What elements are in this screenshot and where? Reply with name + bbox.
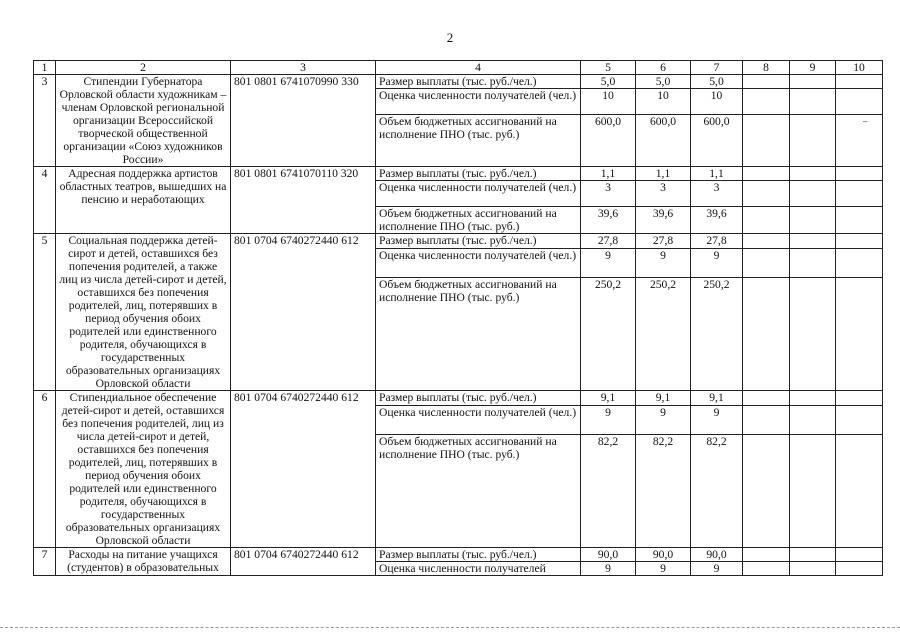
value-col-6: 3 bbox=[636, 181, 691, 207]
value-col-5: 82,2 bbox=[581, 434, 636, 547]
empty-cell-col-10 bbox=[836, 115, 883, 167]
empty-cell-col-9 bbox=[790, 277, 836, 390]
value-col-6: 90,0 bbox=[636, 548, 691, 562]
value-col-5: 39,6 bbox=[581, 207, 636, 234]
value-col-7: 39,6 bbox=[691, 207, 743, 234]
empty-cell-col-8 bbox=[743, 391, 790, 406]
value-col-6: 250,2 bbox=[636, 277, 691, 390]
value-col-5: 9 bbox=[581, 249, 636, 277]
value-col-6: 10 bbox=[636, 89, 691, 115]
indicator-label: Размер выплаты (тыс. руб./чел.) bbox=[376, 167, 581, 181]
indicator-label: Размер выплаты (тыс. руб./чел.) bbox=[376, 234, 581, 249]
page-number: 2 bbox=[446, 30, 454, 45]
empty-cell-col-10 bbox=[836, 548, 883, 562]
col-header-9: 9 bbox=[790, 61, 836, 75]
value-col-6: 9 bbox=[636, 562, 691, 576]
empty-cell-col-10 bbox=[836, 249, 883, 277]
budget-code: 801 0801 6741070990 330 bbox=[231, 75, 376, 167]
value-col-6: 1,1 bbox=[636, 167, 691, 181]
empty-cell-col-10 bbox=[836, 207, 883, 234]
table-row bbox=[34, 234, 883, 249]
empty-cell-col-9 bbox=[790, 234, 836, 249]
budget-table bbox=[33, 60, 883, 576]
budget-code: 801 0801 6741070110 320 bbox=[231, 167, 376, 234]
value-col-7: 250,2 bbox=[691, 277, 743, 390]
value-col-7: 82,2 bbox=[691, 434, 743, 547]
value-col-6: 9,1 bbox=[636, 391, 691, 406]
empty-cell-col-10 bbox=[836, 277, 883, 390]
empty-cell-col-8 bbox=[743, 434, 790, 547]
empty-cell-col-9 bbox=[790, 391, 836, 406]
row-number: 7 bbox=[34, 548, 56, 576]
empty-cell-col-9 bbox=[790, 75, 836, 89]
value-col-5: 9 bbox=[581, 406, 636, 434]
row-number: 4 bbox=[34, 167, 56, 234]
empty-cell-col-10 bbox=[836, 181, 883, 207]
row-number: 5 bbox=[34, 234, 56, 391]
table-row bbox=[34, 548, 883, 562]
indicator-label: Оценка численности получателей (чел.) bbox=[376, 89, 581, 115]
table-body bbox=[34, 75, 883, 576]
value-col-7: 1,1 bbox=[691, 167, 743, 181]
empty-cell-col-9 bbox=[790, 167, 836, 181]
col-header-4: 4 bbox=[376, 61, 581, 75]
empty-cell-col-8 bbox=[743, 548, 790, 562]
empty-cell-col-8 bbox=[743, 207, 790, 234]
empty-cell-col-10 bbox=[836, 391, 883, 406]
col-header-6: 6 bbox=[636, 61, 691, 75]
header-row bbox=[34, 61, 883, 75]
empty-cell-col-9 bbox=[790, 562, 836, 576]
value-col-7: 9 bbox=[691, 249, 743, 277]
table-row bbox=[34, 167, 883, 181]
empty-cell-col-10 bbox=[836, 89, 883, 115]
empty-cell-col-8 bbox=[743, 406, 790, 434]
empty-cell-col-8 bbox=[743, 562, 790, 576]
value-col-5: 5,0 bbox=[581, 75, 636, 89]
indicator-label: Оценка численности получателей (чел.) bbox=[376, 406, 581, 434]
empty-cell-col-9 bbox=[790, 548, 836, 562]
empty-cell-col-9 bbox=[790, 406, 836, 434]
table-row bbox=[34, 391, 883, 406]
value-col-6: 600,0 bbox=[636, 115, 691, 167]
empty-cell-col-8 bbox=[743, 167, 790, 181]
expense-name: Социальная поддержка детей-сирот и детей, оставшихся без попечения родителей, а также лиц из числа детей-сирот и детей, оставшихся без попечения родителей, лиц, потерявших в период обучения обоих родителей или единственного родителя, обучающихся в государственных образовательных организациях Орловской области bbox=[56, 234, 231, 391]
col-header-2: 2 bbox=[56, 61, 231, 75]
value-col-6: 39,6 bbox=[636, 207, 691, 234]
empty-cell-col-8 bbox=[743, 234, 790, 249]
budget-code: 801 0704 6740272440 612 bbox=[231, 234, 376, 391]
col-header-7: 7 bbox=[691, 61, 743, 75]
empty-cell-col-9 bbox=[790, 249, 836, 277]
row-number: 3 bbox=[34, 75, 56, 167]
value-col-7: 10 bbox=[691, 89, 743, 115]
value-col-5: 10 bbox=[581, 89, 636, 115]
value-col-6: 27,8 bbox=[636, 234, 691, 249]
expense-name: Стипендиальное обеспечение детей-сирот и детей, оставшихся без попечения родителей, лиц из числа детей-сирот и детей, оставшихся без попечения родителей, лиц, потерявших в период обучения обоих родителей или единственного родителя, обучающихся в государственных образовательных организациях Орловской области bbox=[56, 391, 231, 548]
indicator-label: Оценка численности получателей (чел.) bbox=[376, 249, 581, 277]
col-header-8: 8 bbox=[743, 61, 790, 75]
indicator-label: Размер выплаты (тыс. руб./чел.) bbox=[376, 548, 581, 562]
empty-cell-col-8 bbox=[743, 115, 790, 167]
empty-cell-col-8 bbox=[743, 75, 790, 89]
empty-cell-col-10 bbox=[836, 234, 883, 249]
value-col-7: 5,0 bbox=[691, 75, 743, 89]
value-col-6: 9 bbox=[636, 406, 691, 434]
value-col-6: 9 bbox=[636, 249, 691, 277]
col-header-5: 5 bbox=[581, 61, 636, 75]
budget-code: 801 0704 6740272440 612 bbox=[231, 391, 376, 548]
expense-name: Адресная поддержка артистов областных театров, вышедших на пенсию и неработающих bbox=[56, 167, 231, 234]
value-col-7: 9 bbox=[691, 406, 743, 434]
empty-cell-col-10 bbox=[836, 75, 883, 89]
indicator-label: Размер выплаты (тыс. руб./чел.) bbox=[376, 391, 581, 406]
empty-cell-col-9 bbox=[790, 434, 836, 547]
empty-cell-col-8 bbox=[743, 249, 790, 277]
empty-cell-col-8 bbox=[743, 277, 790, 390]
empty-cell-col-8 bbox=[743, 181, 790, 207]
value-col-5: 90,0 bbox=[581, 548, 636, 562]
indicator-label: Оценка численности получателей (чел.) bbox=[376, 181, 581, 207]
value-col-5: 3 bbox=[581, 181, 636, 207]
value-col-5: 9 bbox=[581, 562, 636, 576]
indicator-label: Объем бюджетных ассигнований на исполнение ПНО (тыс. руб.) bbox=[376, 207, 581, 234]
value-col-5: 250,2 bbox=[581, 277, 636, 390]
value-col-7: 600,0 bbox=[691, 115, 743, 167]
col-header-1: 1 bbox=[34, 61, 56, 75]
indicator-label: Объем бюджетных ассигнований на исполнение ПНО (тыс. руб.) bbox=[376, 434, 581, 547]
value-col-7: 9,1 bbox=[691, 391, 743, 406]
value-col-7: 9 bbox=[691, 562, 743, 576]
row-number: 6 bbox=[34, 391, 56, 548]
table-row bbox=[34, 75, 883, 89]
indicator-label: Объем бюджетных ассигнований на исполнение ПНО (тыс. руб.) bbox=[376, 277, 581, 390]
value-col-5: 27,8 bbox=[581, 234, 636, 249]
scan-mark: ⁻ bbox=[862, 117, 869, 131]
expense-name: Стипендии Губернатора Орловской области художникам – членам Орловской региональной организации Всероссийской творческой общественной организации «Союз художников России» bbox=[56, 75, 231, 167]
value-col-5: 1,1 bbox=[581, 167, 636, 181]
value-col-5: 600,0 bbox=[581, 115, 636, 167]
scan-edge-line bbox=[0, 627, 900, 628]
empty-cell-col-8 bbox=[743, 89, 790, 115]
empty-cell-col-9 bbox=[790, 207, 836, 234]
empty-cell-col-10 bbox=[836, 562, 883, 576]
value-col-5: 9,1 bbox=[581, 391, 636, 406]
indicator-label: Объем бюджетных ассигнований на исполнение ПНО (тыс. руб.) bbox=[376, 115, 581, 167]
budget-code: 801 0704 6740272440 612 bbox=[231, 548, 376, 576]
value-col-7: 90,0 bbox=[691, 548, 743, 562]
value-col-6: 82,2 bbox=[636, 434, 691, 547]
indicator-label: Размер выплаты (тыс. руб./чел.) bbox=[376, 75, 581, 89]
empty-cell-col-10 bbox=[836, 167, 883, 181]
col-header-3: 3 bbox=[231, 61, 376, 75]
empty-cell-col-9 bbox=[790, 115, 836, 167]
value-col-7: 27,8 bbox=[691, 234, 743, 249]
value-col-6: 5,0 bbox=[636, 75, 691, 89]
indicator-label: Оценка численности получателей bbox=[376, 562, 581, 576]
expense-name: Расходы на питание учащихся (студентов) в образовательных bbox=[56, 548, 231, 576]
empty-cell-col-9 bbox=[790, 89, 836, 115]
empty-cell-col-9 bbox=[790, 181, 836, 207]
empty-cell-col-10 bbox=[836, 406, 883, 434]
col-header-10: 10 bbox=[836, 61, 883, 75]
value-col-7: 3 bbox=[691, 181, 743, 207]
empty-cell-col-10 bbox=[836, 434, 883, 547]
